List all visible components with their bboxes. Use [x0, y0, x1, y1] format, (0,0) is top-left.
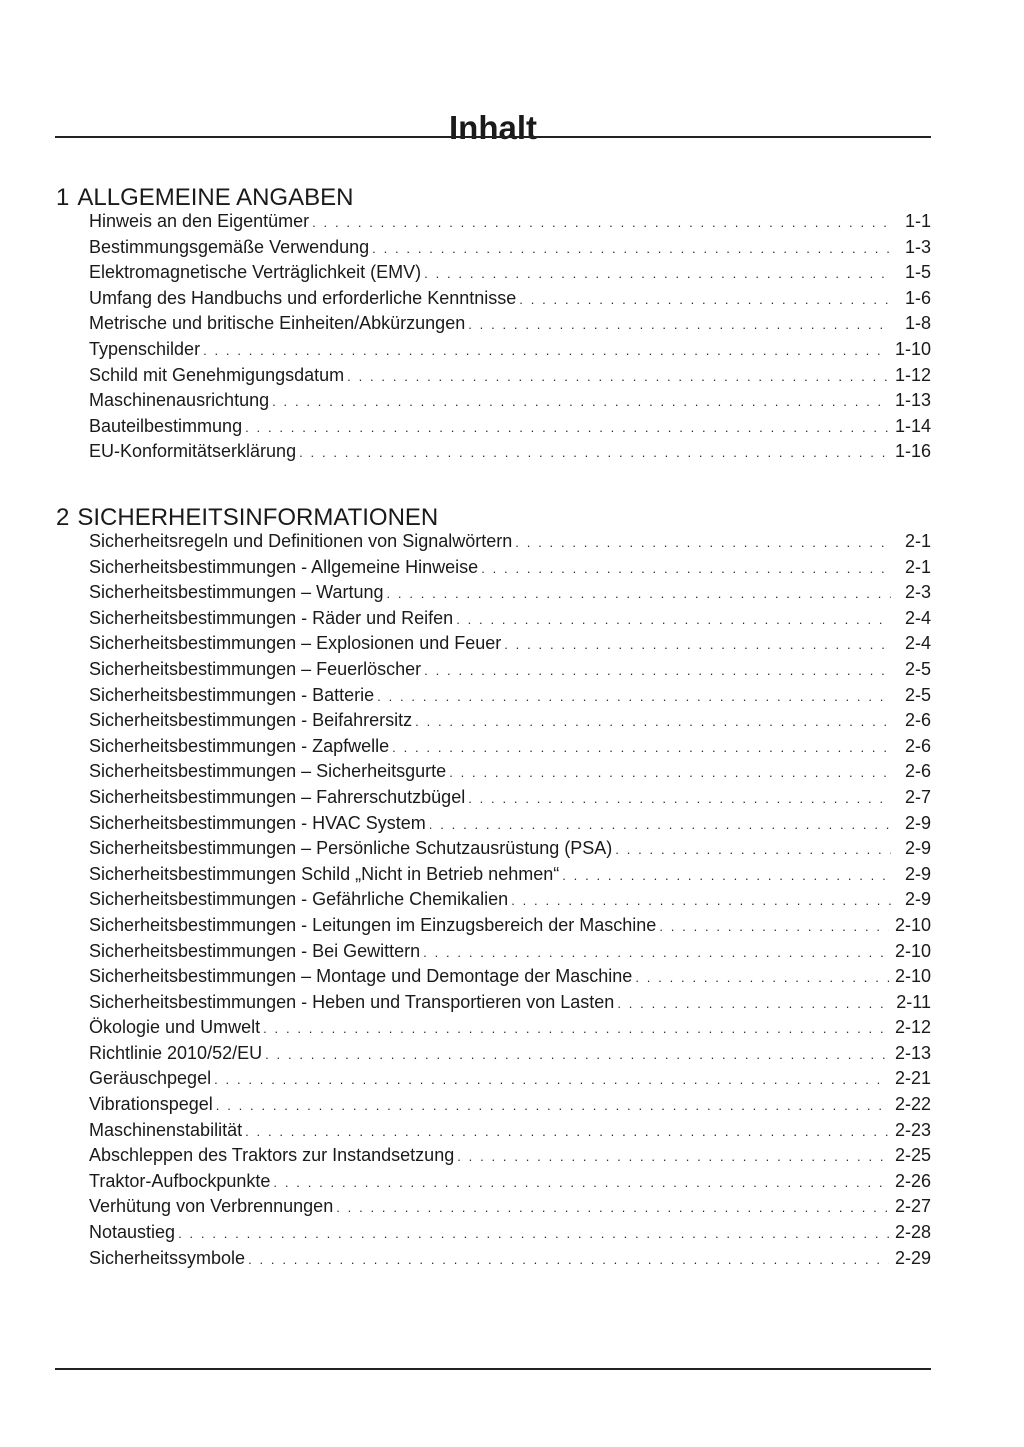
- toc-entry-page-number: 1-10: [894, 338, 931, 359]
- toc-entry-label: EU-Konformitätserklärung: [89, 441, 297, 462]
- dot-leader: [377, 686, 891, 708]
- toc-entry-label: Sicherheitsbestimmungen – Persönliche Schutzausrüstung (PSA): [89, 838, 613, 859]
- toc-entry-page-number: 1-16: [894, 441, 931, 462]
- toc-entry-page-number: 2-10: [894, 940, 931, 961]
- toc-entry-label: Vibrationspegel: [89, 1094, 213, 1115]
- toc-entry-label: Geräuschpegel: [89, 1068, 212, 1089]
- dot-leader: [273, 1172, 889, 1194]
- toc-entry-page-number: 1-6: [904, 287, 931, 308]
- dot-leader: [214, 1069, 889, 1091]
- toc-entry-label: Bestimmungsgemäße Verwendung: [89, 236, 370, 257]
- dot-leader: [392, 737, 891, 759]
- dot-leader: [519, 289, 891, 311]
- toc-entry-label: Elektromagnetische Verträglichkeit (EMV): [89, 262, 422, 283]
- dot-leader: [457, 1146, 889, 1168]
- toc-entry-page-number: 2-13: [894, 1042, 931, 1063]
- chapter-number: 2: [56, 504, 70, 531]
- toc-entry-label: Sicherheitsbestimmungen – Explosionen und Feuer: [89, 633, 502, 654]
- toc-entry[interactable]: [89, 632, 931, 658]
- toc-list-chapter-1: [89, 210, 931, 466]
- dot-leader: [429, 814, 891, 836]
- toc-entry[interactable]: [89, 389, 931, 415]
- toc-entry[interactable]: [89, 1093, 931, 1119]
- toc-entry-label: Ökologie und Umwelt: [89, 1017, 261, 1038]
- toc-entry[interactable]: [89, 287, 931, 313]
- toc-entry-label: Sicherheitsbestimmungen – Montage und Demontage der Maschine: [89, 966, 633, 987]
- toc-entry-label: Sicherheitsbestimmungen - Räder und Reifen: [89, 607, 454, 628]
- dot-leader: [423, 942, 889, 964]
- toc-entry[interactable]: [89, 760, 931, 786]
- toc-entry-label: Bauteilbestimmung: [89, 415, 243, 436]
- toc-entry-label: Richtlinie 2010/52/EU: [89, 1042, 263, 1063]
- dot-leader: [511, 890, 891, 912]
- toc-entry-label: Sicherheitsbestimmungen - Gefährliche Chemikalien: [89, 889, 509, 910]
- toc-entry[interactable]: [89, 940, 931, 966]
- toc-entry-page-number: 2-6: [904, 761, 931, 782]
- toc-entry-page-number: 2-11: [896, 991, 931, 1012]
- toc-entry[interactable]: [89, 837, 931, 863]
- toc-entry[interactable]: [89, 658, 931, 684]
- toc-entry[interactable]: [89, 735, 931, 761]
- toc-entry-page-number: 1-12: [894, 364, 931, 385]
- toc-entry-label: Umfang des Handbuchs und erforderliche Kenntnisse: [89, 287, 517, 308]
- toc-entry[interactable]: [89, 991, 931, 1017]
- toc-entry[interactable]: [89, 607, 931, 633]
- chapter-heading[interactable]: [56, 504, 930, 532]
- toc-entry-page-number: 2-9: [904, 838, 931, 859]
- dot-leader: [504, 634, 891, 656]
- toc-entry[interactable]: [89, 556, 931, 582]
- dot-leader: [372, 238, 891, 260]
- dot-leader: [456, 609, 891, 631]
- toc-entry[interactable]: [89, 684, 931, 710]
- toc-entry-page-number: 2-28: [894, 1222, 931, 1243]
- toc-entry-label: Sicherheitsbestimmungen - Zapfwelle: [89, 735, 390, 756]
- dot-leader: [263, 1018, 889, 1040]
- toc-entry[interactable]: [89, 1221, 931, 1247]
- dot-leader: [515, 532, 891, 554]
- toc-entry[interactable]: [89, 415, 931, 441]
- toc-entry-page-number: 1-13: [894, 390, 931, 411]
- toc-entry-label: Typenschilder: [89, 338, 201, 359]
- toc-entry-label: Sicherheitsbestimmungen - Allgemeine Hinweise: [89, 556, 479, 577]
- chapter-heading[interactable]: [56, 184, 930, 212]
- toc-entry[interactable]: [89, 1247, 931, 1273]
- dot-leader: [481, 558, 891, 580]
- dot-leader: [468, 788, 891, 810]
- chapter-title: ALLGEMEINE ANGABEN: [77, 184, 354, 211]
- toc-entry-label: Sicherheitsregeln und Definitionen von Signalwörtern: [89, 531, 513, 551]
- toc-entry-page-number: 2-25: [894, 1145, 931, 1166]
- toc-entry-page-number: 2-27: [894, 1196, 931, 1217]
- toc-entry-page-number: 2-6: [904, 735, 931, 756]
- toc-entry[interactable]: [89, 338, 931, 364]
- toc-entry[interactable]: [89, 709, 931, 735]
- toc-entry-label: Sicherheitssymbole: [89, 1247, 246, 1268]
- toc-entry-label: Metrische und britische Einheiten/Abkürzungen: [89, 313, 466, 334]
- toc-entry-page-number: 2-12: [894, 1017, 931, 1038]
- dot-leader: [424, 660, 891, 682]
- toc-entry-page-number: 2-1: [904, 556, 931, 577]
- toc-entry-page-number: 1-1: [904, 211, 931, 231]
- toc-entry-page-number: 2-10: [894, 914, 931, 935]
- toc-entry-label: Sicherheitsbestimmungen - HVAC System: [89, 812, 426, 833]
- toc-entry-label: Maschinenausrichtung: [89, 390, 270, 411]
- toc-entry-label: Traktor-Aufbockpunkte: [89, 1170, 271, 1191]
- toc-entry[interactable]: [89, 1170, 931, 1196]
- toc-entry-label: Sicherheitsbestimmungen - Heben und Transportieren von Lasten: [89, 991, 615, 1012]
- toc-entry-page-number: 2-5: [904, 658, 931, 679]
- dot-leader: [468, 314, 891, 336]
- dot-leader: [265, 1044, 889, 1066]
- chapter-title: SICHERHEITSINFORMATIONEN: [77, 504, 439, 531]
- footer-divider: [55, 1368, 931, 1370]
- toc-entry[interactable]: [89, 261, 931, 287]
- toc-entry[interactable]: [89, 888, 931, 914]
- toc-entry-label: Abschleppen des Traktors zur Instandsetzung: [89, 1145, 455, 1166]
- toc-entry-label: Sicherheitsbestimmungen - Batterie: [89, 684, 375, 705]
- dot-leader: [615, 839, 891, 861]
- dot-leader: [659, 916, 889, 938]
- toc-entry-label: Verhütung von Verbrennungen: [89, 1196, 334, 1217]
- toc-entry-page-number: 2-9: [904, 812, 931, 833]
- dot-leader: [299, 442, 889, 464]
- dot-leader: [203, 340, 889, 362]
- toc-entry[interactable]: [89, 440, 931, 466]
- toc-entry-page-number: 1-8: [904, 313, 931, 334]
- toc-entry[interactable]: [89, 965, 931, 991]
- toc-entry-page-number: 1-14: [894, 415, 931, 436]
- dot-leader: [449, 762, 891, 784]
- toc-entry[interactable]: [89, 1067, 931, 1093]
- toc-entry-page-number: 2-9: [904, 889, 931, 910]
- toc-entry[interactable]: [89, 210, 931, 236]
- toc-entry-page-number: 2-7: [904, 786, 931, 807]
- toc-entry[interactable]: [89, 1195, 931, 1221]
- toc-entry[interactable]: [89, 1119, 931, 1145]
- toc-entry-page-number: 2-5: [904, 684, 931, 705]
- toc-entry-page-number: 2-21: [894, 1068, 931, 1089]
- toc-entry[interactable]: [89, 236, 931, 262]
- toc-entry-page-number: 2-4: [904, 633, 931, 654]
- dot-leader: [424, 263, 891, 285]
- dot-leader: [216, 1095, 889, 1117]
- toc-entry-page-number: 1-3: [904, 236, 931, 257]
- toc-entry-label: Maschinenstabilität: [89, 1119, 243, 1140]
- toc-entry-label: Sicherheitsbestimmungen – Wartung: [89, 582, 384, 603]
- toc-entry-page-number: 1-5: [904, 262, 931, 283]
- toc-entry[interactable]: [89, 786, 931, 812]
- toc-entry-page-number: 2-1: [904, 531, 931, 551]
- toc-entry[interactable]: [89, 364, 931, 390]
- toc-entry-label: Sicherheitsbestimmungen – Fahrerschutzbügel: [89, 786, 466, 807]
- toc-entry-label: Schild mit Genehmigungsdatum: [89, 364, 345, 385]
- toc-entry[interactable]: [89, 312, 931, 338]
- toc-entry-label: Notaustieg: [89, 1222, 176, 1243]
- title-divider: [55, 136, 931, 138]
- toc-entry[interactable]: [89, 914, 931, 940]
- toc-entry-page-number: 2-3: [904, 582, 931, 603]
- toc-entry-label: Sicherheitsbestimmungen Schild „Nicht in Betrieb nehmen“: [89, 863, 560, 884]
- dot-leader: [312, 212, 891, 234]
- toc-entry-label: Sicherheitsbestimmungen - Bei Gewittern: [89, 940, 421, 961]
- page-title: Inhalt: [449, 109, 537, 147]
- toc-list-chapter-2: [89, 530, 931, 1272]
- toc-entry-page-number: 2-10: [894, 966, 931, 987]
- toc-entry[interactable]: [89, 1144, 931, 1170]
- dot-leader: [635, 967, 889, 989]
- toc-entry-label: Hinweis an den Eigentümer: [89, 211, 310, 231]
- dot-leader: [562, 865, 891, 887]
- toc-entry-page-number: 2-6: [904, 710, 931, 731]
- dot-leader: [336, 1197, 889, 1219]
- dot-leader: [248, 1249, 889, 1271]
- toc-entry[interactable]: [89, 812, 931, 838]
- dot-leader: [178, 1223, 889, 1245]
- toc-entry-page-number: 2-4: [904, 607, 931, 628]
- toc-entry[interactable]: [89, 530, 931, 556]
- toc-entry-page-number: 2-22: [894, 1094, 931, 1115]
- toc-entry-label: Sicherheitsbestimmungen - Beifahrersitz: [89, 710, 413, 731]
- chapter-number: 1: [56, 184, 70, 211]
- toc-entry[interactable]: [89, 863, 931, 889]
- dot-leader: [415, 711, 891, 733]
- toc-entry-label: Sicherheitsbestimmungen – Feuerlöscher: [89, 658, 422, 679]
- toc-entry[interactable]: [89, 1042, 931, 1068]
- toc-entry[interactable]: [89, 581, 931, 607]
- dot-leader: [617, 993, 890, 1015]
- dot-leader: [245, 1121, 889, 1143]
- toc-entry-label: Sicherheitsbestimmungen – Sicherheitsgurte: [89, 761, 447, 782]
- dot-leader: [386, 583, 891, 605]
- toc-entry-page-number: 2-9: [904, 863, 931, 884]
- dot-leader: [347, 366, 889, 388]
- toc-entry-page-number: 2-29: [894, 1247, 931, 1268]
- toc-entry[interactable]: [89, 1016, 931, 1042]
- toc-entry-label: Sicherheitsbestimmungen - Leitungen im Einzugsbereich der Maschine: [89, 914, 657, 935]
- dot-leader: [272, 391, 889, 413]
- dot-leader: [245, 417, 889, 439]
- toc-entry-page-number: 2-26: [894, 1170, 931, 1191]
- toc-entry-page-number: 2-23: [894, 1119, 931, 1140]
